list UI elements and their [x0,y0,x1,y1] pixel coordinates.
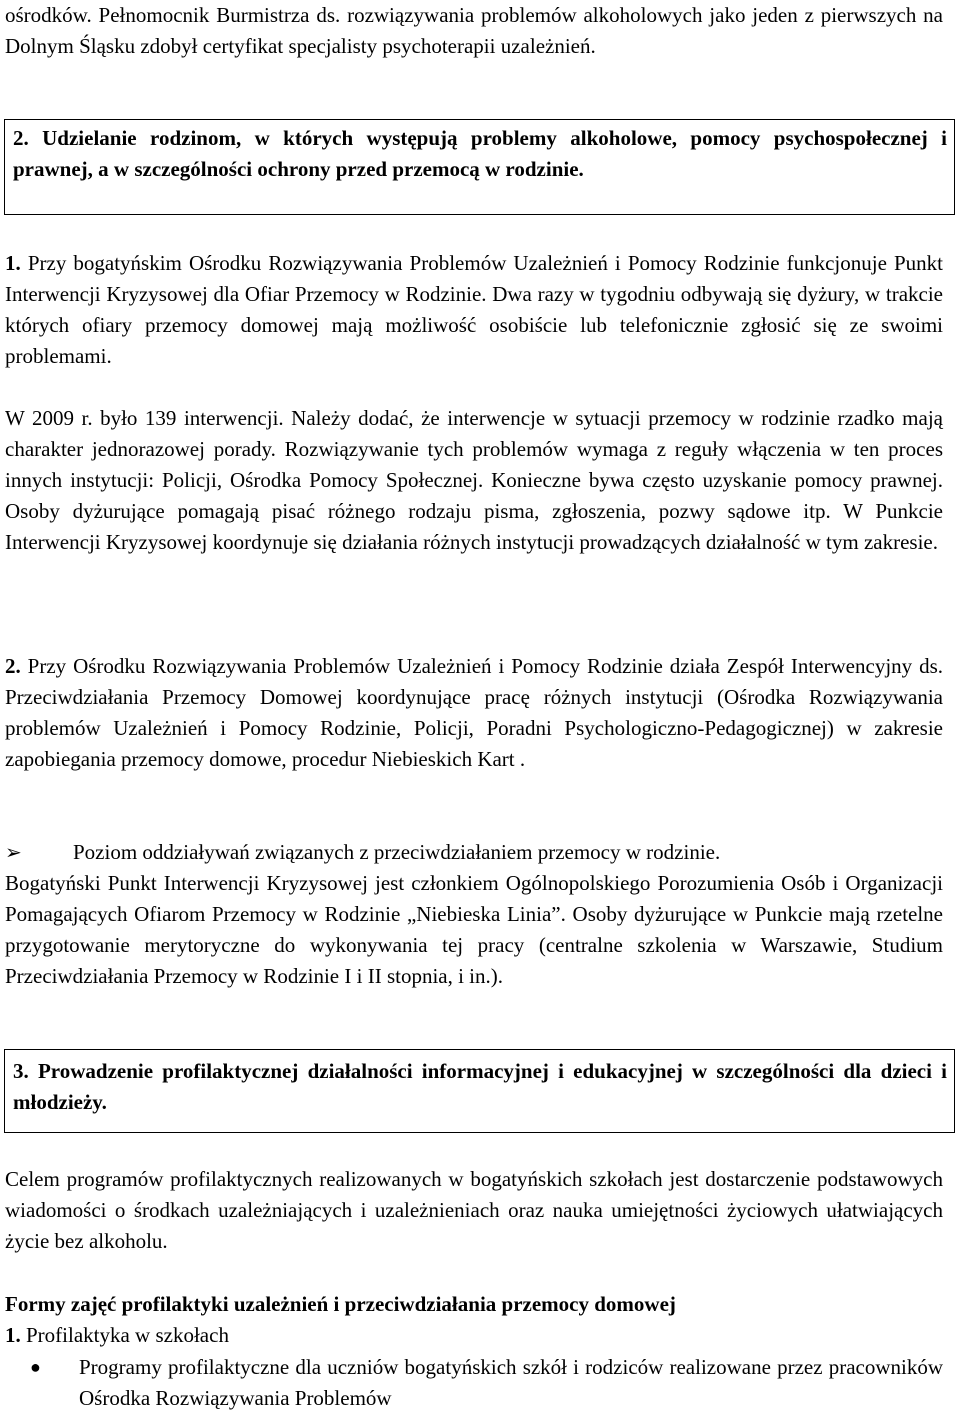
section-2-box [4,119,955,215]
item-1-text: Przy bogatyńskim Ośrodku Rozwiązywania Problemów Uzależnień i Pomocy Rodzinie funkcjonuje Punkt Interwencji Kryzysowej dla Ofiar Przemocy w Rodzinie. Dwa razy w tygodniu odbywają się dyżury, w trakcie których ofiary przemocy domowej mają możliwość osobiście lub telefonicznie zgłosić się ze swoimi problemami. [5,251,943,368]
arrow-heading [5,837,943,869]
bullet-dot-icon: ● [30,1357,41,1377]
item-1-paragraph-2: W 2009 r. było 139 interwencji. Należy dodać, że interwencje w sytuacji przemocy w rodzinie rzadko mają charakter jednorazowej porady. Rozwiązywanie tych problemów wymaga z reguły włączenia w ten proces innych instytucji: Policji, Ośrodka Pomocy Społecznej. Konieczne bywa często uzyskanie pomocy prawnej. Osoby dyżurujące pomagają pisać różnego rodzaju pisma, zgłoszenia, pozwy sądowe itp. W Punkcie Interwencji Kryzysowej koordynuje się działania różnych instytucji prowadzących działalność w tym zakresie. [5,406,943,554]
item-2-number: 2. [5,654,21,678]
goal-paragraph: Celem programów profilaktycznych realizowanych w bogatyńskich szkołach jest dostarczenie podstawowych wiadomości o środkach uzależniających i uzależnieniach oraz nauka umiejętności życiowych ułatwiających życie bez alkoholu. [5,1167,943,1253]
section-2-text: Udzielanie rodzinom, w których występują problemy alkoholowe, pomocy psychospołecznej i prawnej, a w szczególności ochrony przed przemocą w rodzinie. [13,126,947,181]
item-1-number: 1. [5,251,21,275]
section-3-number: 3. [13,1059,29,1083]
section-3-box [4,1049,955,1133]
section-2-title [13,123,947,185]
forms-item-1-label: Profilaktyka w szkołach [26,1323,229,1347]
item-1-paragraph [5,248,943,372]
section-3-text: Prowadzenie profilaktycznej działalności informacyjnej i edukacyjnej w szczególności dla dzieci i młodzieży. [13,1059,947,1114]
bullet-item-text: Programy profilaktyczne dla uczniów bogatyńskich szkół i rodziców realizowane przez pracowników Ośrodka Rozwiązywania Problemów [79,1355,943,1410]
arrow-heading-text: Poziom oddziaływań związanych z przeciwdziałaniem przemocy w rodzinie. [73,840,721,864]
section-2-number: 2. [13,126,29,150]
item-2-paragraph [5,651,943,775]
arrow-bullet-icon: ➢ [5,842,22,864]
arrow-paragraph: Bogatyński Punkt Interwencji Kryzysowej jest członkiem Ogólnopolskiego Porozumienia Osób i Organizacji Pomagających Ofiarom Przemocy w Rodzinie „Niebieska Linia”. Osoby dyżurujące w Punkcie mają rzetelne przygotowanie merytoryczne do wykonywania tej pracy (centralne szkolenia w Warszawie, Studium Przeciwdziałania Przemocy w Rodzinie I i II stopnia, i in.). [5,871,943,988]
top-paragraph: ośrodków. Pełnomocnik Burmistrza ds. rozwiązywania problemów alkoholowych jako jeden z pierwszych na Dolnym Śląsku zdobył certyfikat specjalisty psychoterapii uzależnień. [5,3,943,58]
section-3-title [13,1056,947,1118]
forms-item-1 [5,1320,943,1351]
forms-heading: Formy zajęć profilaktyki uzależnień i przeciwdziałania przemocy domowej [5,1292,676,1316]
item-2-text: Przy Ośrodku Rozwiązywania Problemów Uzależnień i Pomocy Rodzinie działa Zespół Interwencyjny ds. Przeciwdziałania Przemocy Domowej koordynujące pracę różnych instytucji (Ośrodka Rozwiązywania problemów Uzależnień i Pomocy Rodzinie, Policji, Poradni Psychologiczno-Pedagogicznej) w zakresie zapobiegania przemocy domowe, procedur Niebieskich Kart . [5,654,943,771]
forms-item-1-number: 1. [5,1323,21,1347]
